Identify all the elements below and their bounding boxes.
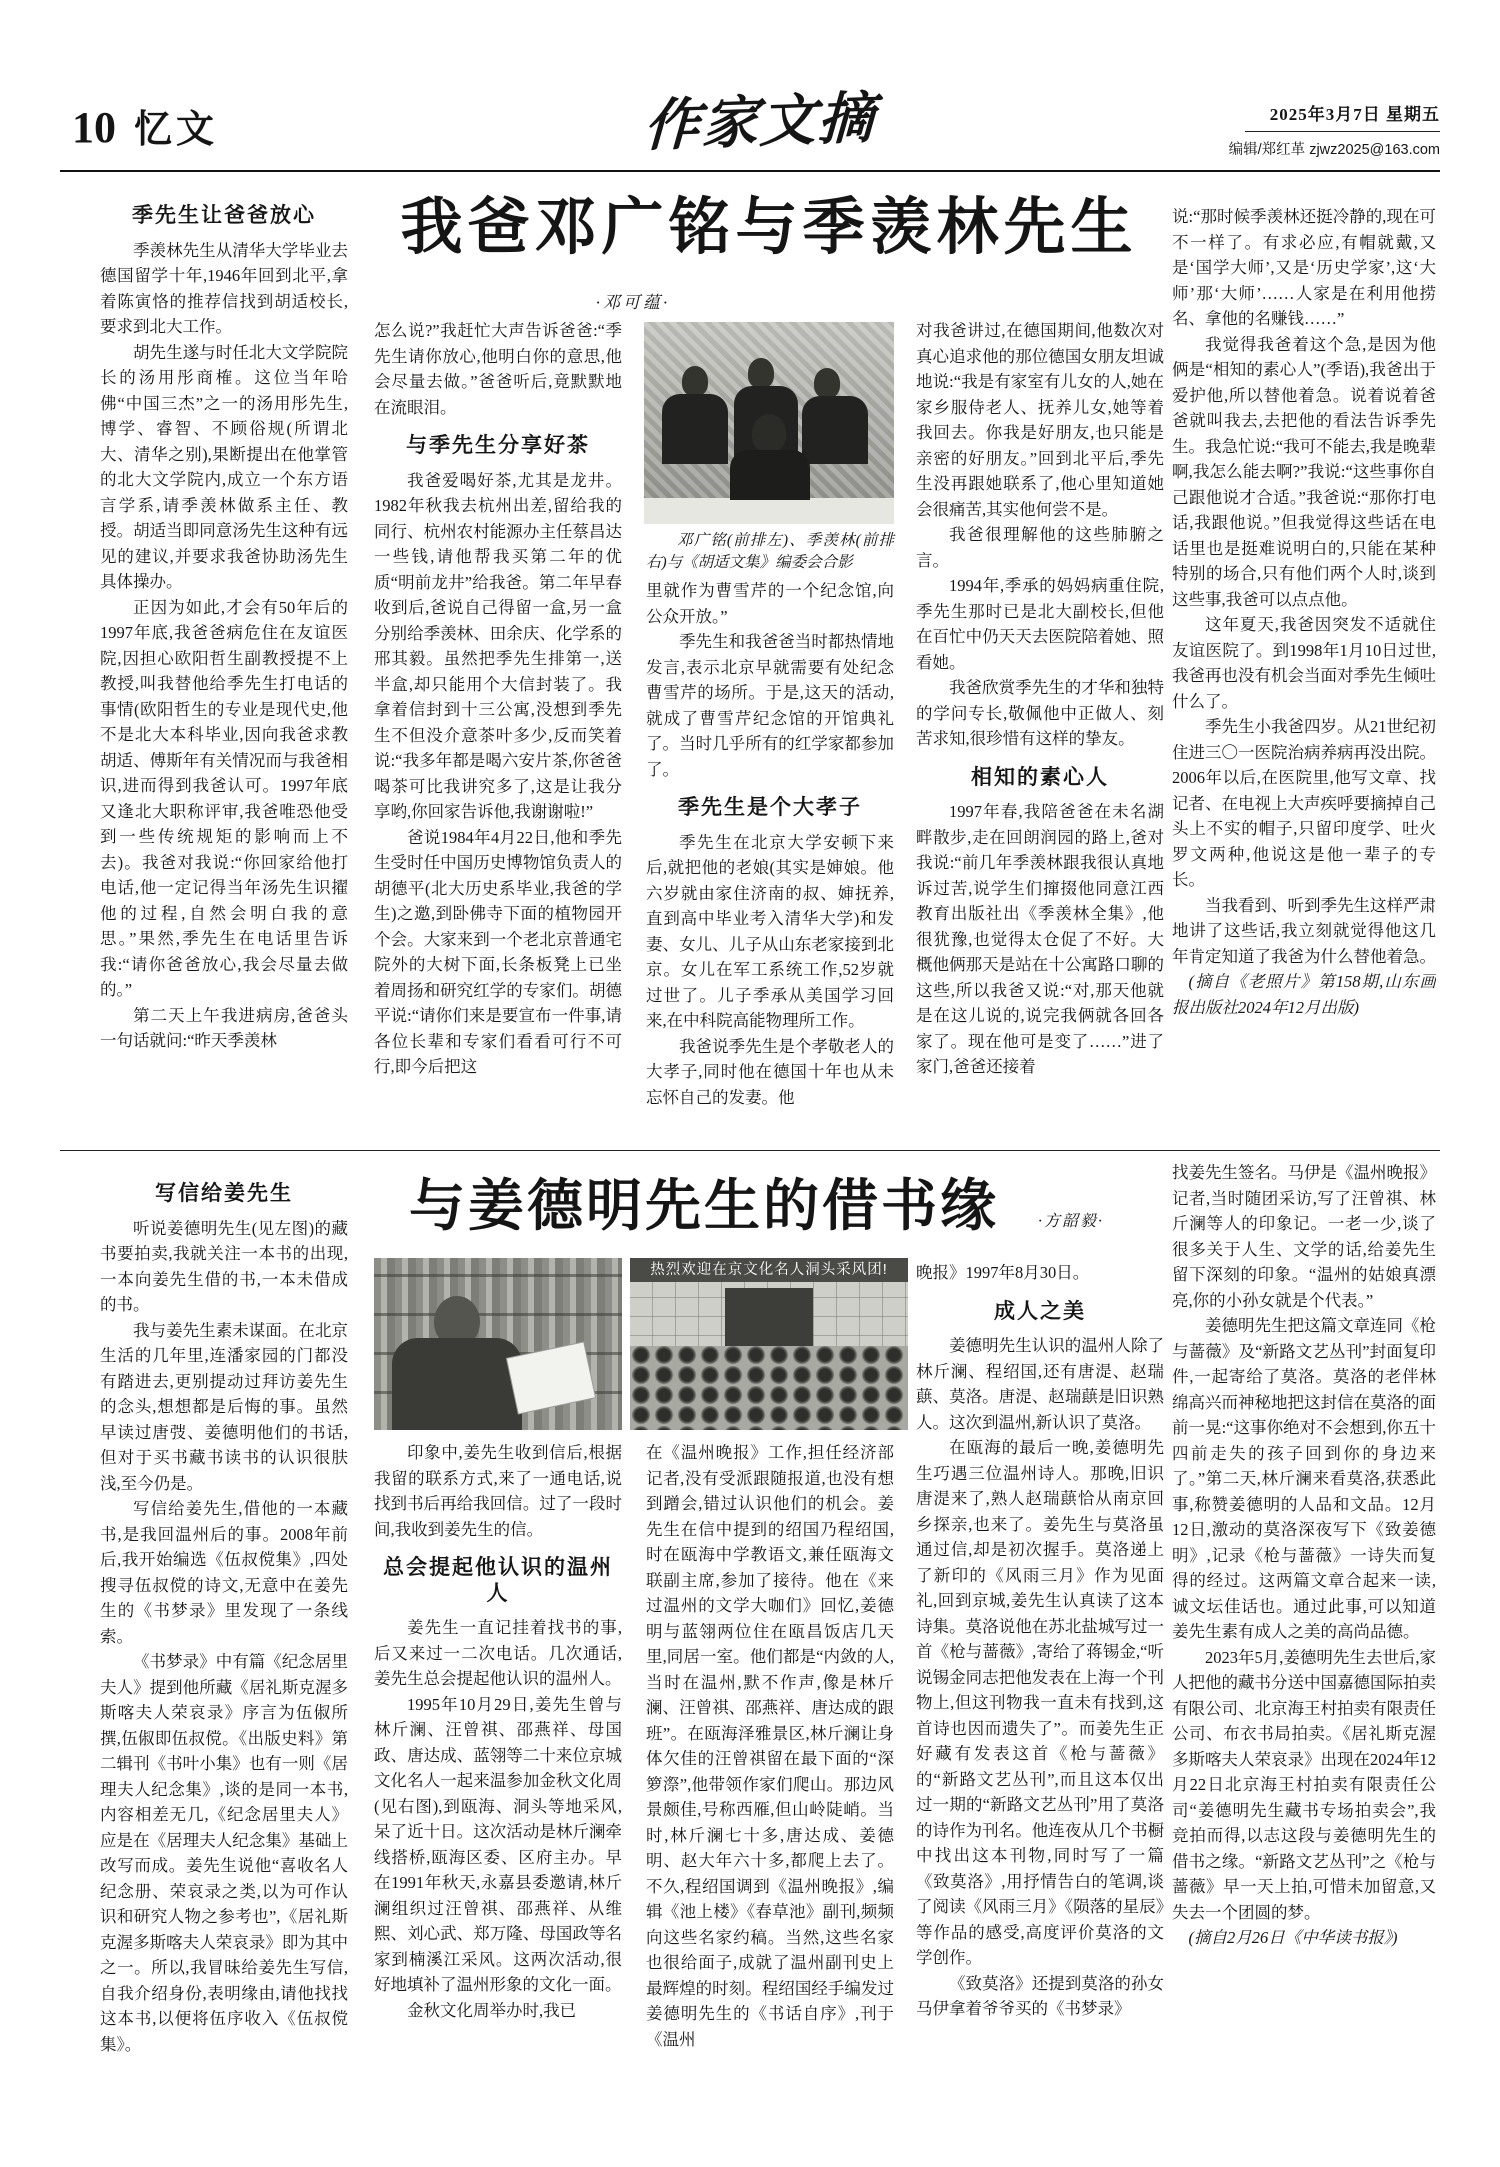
- paragraph: 我爸爱喝好茶,尤其是龙井。1982年秋我去杭州出差,留给我的同行、杭州农村能源办主任蔡昌达一些钱,请他帮我买第二年的优质“明前龙井”给我爸。第二年早春收到后,爸说自己得留一盒,另一盒分别给季羡林、田余庆、化学系的邢其毅。虽然把季先生排第一,送半盒,却只能用个大信封装了。我拿着信封到十三公寓,没想到季先生不但没介意茶叶多少,反而笑着说:“我多年都是喝六安片茶,你爸爸喝茶可比我讲究多了,这是让我分享哟,你回家告诉他,我谢谢啦!”: [374, 470, 622, 821]
- paragraph: 姜德明先生把这篇文章连同《枪与蔷薇》及“新路文艺丛刊”封面复印件,一起寄给了莫洛。莫洛的老伴林绵高兴而神秘地把这封信在莫洛的面前一晃:“这事你绝对不会想到,你五十四前走失的孩子回到你的身边来了。”第二天,林斤澜来看莫洛,获悉此事,称赞姜德明的人品和文品。12月12日,激动的莫洛深夜写下《致姜德明》,记录《枪与蔷薇》一诗失而复得的经过。这两篇文章合起来一读,诚文坛佳话也。通过此事,可以知道姜先生素有成人之美的高尚品德。: [1172, 1316, 1436, 1641]
- paragraph: 听说姜德明先生(见左图)的藏书要拍卖,我就关注一本书的出现,一本向姜先生借的书,一本未借成的书。: [100, 1218, 348, 1314]
- paragraph: 对我爸讲过,在德国期间,他数次对真心追求他的那位德国女朋友坦诚地说:“我是有家室有儿女的人,她在家乡服侍老人、抚养儿女,她等着我回去。你我是好朋友,也只能是亲密的好朋友。”回到北平后,季先生没再跟她联系了,他心里知道她会很痛苦,其实他何尝不是。: [916, 321, 1164, 519]
- paragraph: 在《温州晚报》工作,担任经济部记者,没有受派跟随报道,也没有想到蹭会,错过认识他们的机会。姜先生在信中提到的绍国乃程绍国,时在瓯海中学教语文,兼任瓯海文联副主席,参加了接待。他在《来过温州的文学大咖们》回忆,姜德明与蓝翎两位住在瓯昌饭店几天里,同居一室。他们都是“内敛的人,当时在温州,默不作声,像是林斤澜、汪曾祺、邵燕祥、唐达成的跟班”。在瓯海泽雅景区,林斤澜让身体欠佳的汪曾祺留在最下面的“深箩漈”,他带领作家们爬山。那边风景颇佳,号称西雁,但山岭陡峭。当时,林斤澜七十多,唐达成、姜德明、赵大年六十多,都爬上去了。不久,程绍国调到《温州晚报》,编辑《池上楼》《春草池》副刊,频频向这些名家约稿。当然,这些名家也很给面子,成就了温州副刊史上最辉煌的时刻。程绍国经手编发过姜德明先生的《书话自序》,刊于《温州: [646, 1443, 894, 2049]
- masthead-calligraphy: 作家文摘: [642, 87, 877, 159]
- article1-column-4: [916, 318, 1164, 1144]
- book-in-photo: [507, 1343, 595, 1414]
- article2-column-2: [374, 1440, 622, 2076]
- paragraph: 第二天上午我进病房,爸爸头一句话就问:“昨天季羡林: [100, 1005, 348, 1050]
- paragraph: 晚报》1997年8月30日。: [916, 1263, 1090, 1282]
- paragraph: 姜德明先生认识的温州人除了林斤澜、程绍国,还有唐湜、赵瑞蕻、莫洛。唐湜、赵瑞蕻是旧识熟人。这次到温州,新认识了莫洛。: [916, 1336, 1164, 1432]
- article2-column-1: [100, 1168, 348, 2074]
- paragraph: 我觉得我爸着这个急,是因为他俩是“相知的素心人”(季语),我爸出于爱护他,所以替他着急。说着说着爸爸就叫我去,去把他的看法告诉季先生。我急忙说:“我可不能去,我是晚辈啊,我怎么能去啊?”我说:“这些事你自己跟他说才合适。”我爸说:“那你打电话,我跟他说。”但我觉得这些话在电话里也是挺难说明白的,只能在某种特别的场合,只有他们两个人时,谈到这些事,我爸可以点点他。: [1172, 334, 1436, 609]
- article1-column-1: [100, 190, 348, 1142]
- article2-column-5: [1172, 1160, 1436, 2076]
- article1-column-2: [374, 318, 622, 1144]
- building-doorway: [725, 1288, 814, 1346]
- article2-byline: ·方韶毅·: [1037, 1213, 1104, 1230]
- paragraph: 当我看到、听到季先生这样严肃地讲了这些话,我立刻就觉得他这几年肯定知道了我爸为什么替他着急。: [1172, 895, 1436, 966]
- paragraph: 《书梦录》中有篇《纪念居里夫人》提到他所藏《居礼斯克渥多斯喀夫人荣哀录》序言为伍俶所撰,伍俶即伍叔傥。《出版史料》第二辑刊《书叶小集》也有一则《居理夫人纪念集》,谈的是同一本书,内容相差无几,《纪念居里夫人》应是在《居理夫人纪念集》基础上改写而成。姜先生说他“喜收名人纪念册、荣哀录之类,以为可作认识和研究人物之参考也”,《居礼斯克渥多斯喀夫人荣哀录》即为其中之一。所以,我冒昧给姜先生写信,自我介绍身份,表明缘由,请他找找这本书,以便将伍序收入《伍叔傥集》。: [100, 1652, 348, 2054]
- article1-photo-caption: 邓广铭(前排左)、季羡林(前排右)与《胡适文集》编委会合影: [646, 532, 894, 571]
- photo-banner-text: 热烈欢迎在京文化名人洞头采风团!: [630, 1258, 908, 1282]
- column-subhead: 成人之美: [994, 1299, 1086, 1323]
- article2-column-3: [646, 1440, 894, 2076]
- paragraph: 找姜先生签名。马伊是《温州晚报》记者,当时随团采访,写了汪曾祺、林斤澜等人的印象记。一老一少,谈了很多关于人生、文学的话,给姜先生留下深刻的印象。“温州的姑娘真漂亮,你的小孙女就是个代表。”: [1172, 1163, 1436, 1310]
- figure-silhouette: [662, 394, 728, 464]
- paragraph: 写信给姜先生,借他的一本藏书,是我回温州后的事。2008年前后,我开始编选《伍叔傥集》,四处搜寻伍叔傥的诗文,无意中在姜先生的《书梦录》里发现了一条线索。: [100, 1499, 348, 1646]
- paragraph: 我爸很理解他的这些肺腑之言。: [916, 525, 1164, 570]
- article-divider-rule: [60, 1150, 1440, 1151]
- article1-group-photo: [644, 322, 894, 524]
- paragraph: 怎么说?”我赶忙大声告诉爸爸:“季先生请你放心,他明白你的意思,他会尽量去做。”爸爸听后,竟默默地在流眼泪。: [374, 321, 622, 417]
- paragraph: 1997年春,我陪爸爸在未名湖畔散步,走在回朗润园的路上,爸对我说:“前几年季羡林跟我很认真地诉过苦,说学生们撺掇他同意江西教育出版社出《季羡林全集》,他很犹豫,也觉得太仓促了不好。大概他俩那天是站在十公寓路口聊的这些,所以我爸又说:“对,那天他就是在这儿说的,说完我俩就各回各家了。现在他可是变了……”进了家门,爸爸还接着: [916, 802, 1164, 1076]
- paragraph: 2023年5月,姜德明先生去世后,家人把他的藏书分送中国嘉德国际拍卖有限公司、北京海王村拍卖有限责任公司、布衣书局拍卖。《居礼斯克渥多斯喀夫人荣哀录》出现在2024年12月22日北京海王村拍卖有限责任公司“姜德明先生藏书专场拍卖会”,我竞拍而得,以志这段与姜德明先生的借书之缘。“新路文艺丛刊”之《枪与蔷薇》早一天上拍,可惜未加留意,又失去一个团圆的梦。: [1172, 1647, 1436, 1922]
- paragraph: 季羡林先生从清华大学毕业去德国留学十年,1946年回到北平,拿着陈寅恪的推荐信找到胡适校长,要求到北大工作。: [100, 240, 348, 336]
- page-number: 10: [72, 103, 116, 152]
- column-subhead: 相知的素心人: [971, 765, 1109, 789]
- page-header-left: [72, 98, 218, 153]
- column-subhead: 季先生是个大孝子: [678, 796, 862, 819]
- article2-headline: 与姜德明先生的借书缘: [409, 1176, 999, 1238]
- figure-silhouette: [730, 450, 810, 500]
- paragraph: 1995年10月29日,姜先生曾与林斤澜、汪曾祺、邵燕祥、母国政、唐达成、蓝翎等二十来位京城文化名人一起来温参加金秋文化周(见右图),到瓯海、洞头等地采风,呆了近十日。这次活动是林斤澜牵线搭桥,瓯海区委、区府主办。早在1991年秋天,永嘉县委邀请,林斤澜组织过汪曾祺、邵燕祥、从维熙、刘心武、郑万隆、母国政等名家到楠溪江采风。这两次活动,很好地填补了温州形象的文化一面。: [374, 1694, 622, 1994]
- article1-column-5: [1172, 204, 1436, 1144]
- paragraph: 金秋文化周举办时,我已: [407, 2000, 577, 2020]
- paragraph: 我爸说季先生是个孝敬老人的大孝子,同时他在德国十年也从未忘怀自己的发妻。他: [646, 1036, 894, 1107]
- paragraph: 印象中,姜先生收到信后,根据我留的联系方式,来了一通电话,说找到书后再给我回信。过了一段时间,我收到姜先生的信。: [374, 1443, 622, 1539]
- article1-headline: 我爸邓广铭与季羡林先生: [400, 193, 1138, 262]
- figure-silhouette: [682, 366, 708, 396]
- paragraph: 里就作为曹雪芹的一个纪念馆,向公众开放。”: [646, 581, 894, 626]
- editor-line: 编辑/郑红革 zjwz2025@163.com: [1228, 142, 1440, 158]
- article2-column-4: [916, 1260, 1164, 2076]
- paragraph: 爸说1984年4月22日,他和季先生受时任中国历史博物馆负责人的胡德平(北大历史系毕业,我爸的学生)之邀,到卧佛寺下面的植物园开个会。大家来到一个老北京普通宅院外的大树下面,长条板凳上已坐着周扬和研究红学的专家们。胡德平说:“请你们来是要宣布一件事,请各位长辈和专家们看看可行不可行,即今后把这: [374, 827, 622, 1076]
- source-credit: (摘自《老照片》第158期,山东画报出版社2024年12月出版): [1172, 972, 1436, 1017]
- crowd-silhouettes: [630, 1346, 908, 1430]
- column-subhead: 写信给姜先生: [155, 1182, 293, 1205]
- article1-byline: ·邓可蕴·: [595, 293, 671, 312]
- article2-photo-group-wenzhou: [630, 1258, 908, 1430]
- paragraph: 在瓯海的最后一晚,姜德明先生巧遇三位温州诗人。那晚,旧识唐湜来了,熟人赵瑞蕻恰从南京回乡探亲,也来了。姜先生与莫洛虽通过信,却是初次握手。莫洛递上了新印的《风雨三月》作为见面礼,回到京城,姜先生认真读了这本诗集。莫洛说他在苏北盐城写过一首《枪与蔷薇》,寄给了蒋锡金,“听说锡金同志把他发表在上海一个刊物上,但这刊物我一直未有找到,这首诗也因而遗失了”。而姜先生正好藏有发表这首《枪与蔷薇》的“新路文艺丛刊”,而且这本仅出过一期的“新路文艺丛刊”用了莫洛的诗作为刊名。他连夜从几个书橱中找出这本刊物,同时写了一篇《致莫洛》,用抒情告白的笔调,谈了阅读《风雨三月》《陨落的星辰》等作品的感受,高度评价莫洛的文学创作。: [916, 1438, 1164, 1967]
- figure-silhouette: [392, 1338, 522, 1430]
- paragraph: 姜先生一直记挂着找书的事,后又来过一二次电话。几次通话,姜先生总会提起他认识的温州人。: [374, 1618, 622, 1688]
- paragraph: 说:“那时候季羡林还挺冷静的,现在可不一样了。有求必应,有帽就戴,又是‘国学大师’,又是‘历史学家’,这‘大师’那‘大师’……人家是在利用他捞名、拿他的名赚钱……”: [1172, 207, 1436, 328]
- header-small-rule: [1245, 131, 1440, 132]
- paragraph: 1994年,季承的妈妈病重住院,季先生那时已是北大副校长,但他在百忙中仍天天去医院陪着她、照看她。: [916, 576, 1164, 672]
- figure-silhouette: [748, 358, 774, 388]
- paragraph: 胡先生遂与时任北大文学院院长的汤用彤商榷。这位当年哈佛“中国三杰”之一的汤用彤先生,博学、睿智、不顾俗规(所谓北大、清华之别),果断提出在他掌管的北大文学院内,成立一个东方语言学系,请季羡林做系主任、教授。胡适当即同意汤先生这种有远见的建议,并要求我爸协助汤先生具体操办。: [100, 342, 348, 591]
- paragraph: 我与姜先生素未谋面。在北京生活的几年里,连潘家园的门都没有踏进去,更别提动过拜访姜先生的念头,想想都是后悔的事。虽然早读过唐弢、姜德明他们的书话,但对于买书藏书读书的认识很肤浅,至今仍是。: [100, 1320, 348, 1493]
- paragraph: 《致莫洛》还提到莫洛的孙女马伊拿着爷爷买的《书梦录》: [916, 1973, 1164, 2018]
- figure-silhouette: [802, 396, 868, 464]
- header-rule: [60, 170, 1440, 172]
- issue-date: 2025年3月7日 星期五: [1269, 105, 1440, 124]
- paragraph: 季先生和我爸爸当时都热情地发言,表示北京早就需要有处纪念曹雪芹的场所。于是,这天的活动,就成了曹雪芹纪念馆的开馆典礼了。当时几乎所有的红学家都参加了。: [646, 632, 894, 779]
- paragraph: 这年夏天,我爸因突发不适就住友谊医院了。到1998年1月10日过世,我爸再也没有机会当面对季先生倾吐什么了。: [1172, 615, 1436, 711]
- paragraph: 季先生在北京大学安顿下来后,就把他的老娘(其实是婶娘。他六岁就由家住济南的叔、婶抚养,直到高中毕业考入清华大学)和发妻、女儿、儿子从山东老家接到北京。女儿在军工系统工作,52岁就过世了。儿子季承从美国学习回来,在中科院高能物理所工作。: [646, 832, 894, 1030]
- paragraph: 季先生小我爸四岁。从21世纪初住进三〇一医院治病养病再没出院。2006年以后,在医院里,他写文章、找记者、在电视上大声疾呼要摘掉自己头上不实的帽子,只留印度学、吐火罗文两种,他说这是他一辈子的专长。: [1172, 717, 1436, 889]
- column-subhead: 季先生让爸爸放心: [132, 204, 316, 227]
- section-name: 忆文: [134, 109, 219, 151]
- paragraph: 我爸欣赏季先生的才华和独特的学问专长,敬佩他中正做人、刻苦求知,很珍惜有这样的挚友。: [916, 678, 1164, 748]
- article1-column-3: [646, 578, 894, 1144]
- page-header-right: [1150, 100, 1440, 159]
- column-subhead: 总会提起他认识的温州人: [383, 1556, 613, 1605]
- figure-silhouette: [752, 414, 786, 452]
- paragraph: 正因为如此,才会有50年后的1997年底,我爸爸病危住在友谊医院,因担心欧阳哲生副教授提不上教授,叫我替他给季先生打电话的事情(欧阳哲生的专业是现代史,他不是北大本科毕业,因向我爸求教胡适、傅斯年有关情况而与我爸相识,进而得到我爸认可。1997年底又逢北大职称评审,我爸唯恐他受到一些传统规矩的影响而上不去)。我爸对我说:“你回家给他打电话,他一定记得当年汤先生识擢他的过程,自然会明白我的意思。”果然,季先生在电话里告诉我:“请你爸爸放心,我会尽量去做的。”: [100, 597, 348, 999]
- column-subhead: 与季先生分享好茶: [406, 434, 590, 457]
- figure-silhouette: [814, 368, 840, 398]
- source-credit: (摘自2月26日《中华读书报》): [1188, 1928, 1398, 1947]
- article2-photo-jiang-deming-reading: [374, 1258, 622, 1430]
